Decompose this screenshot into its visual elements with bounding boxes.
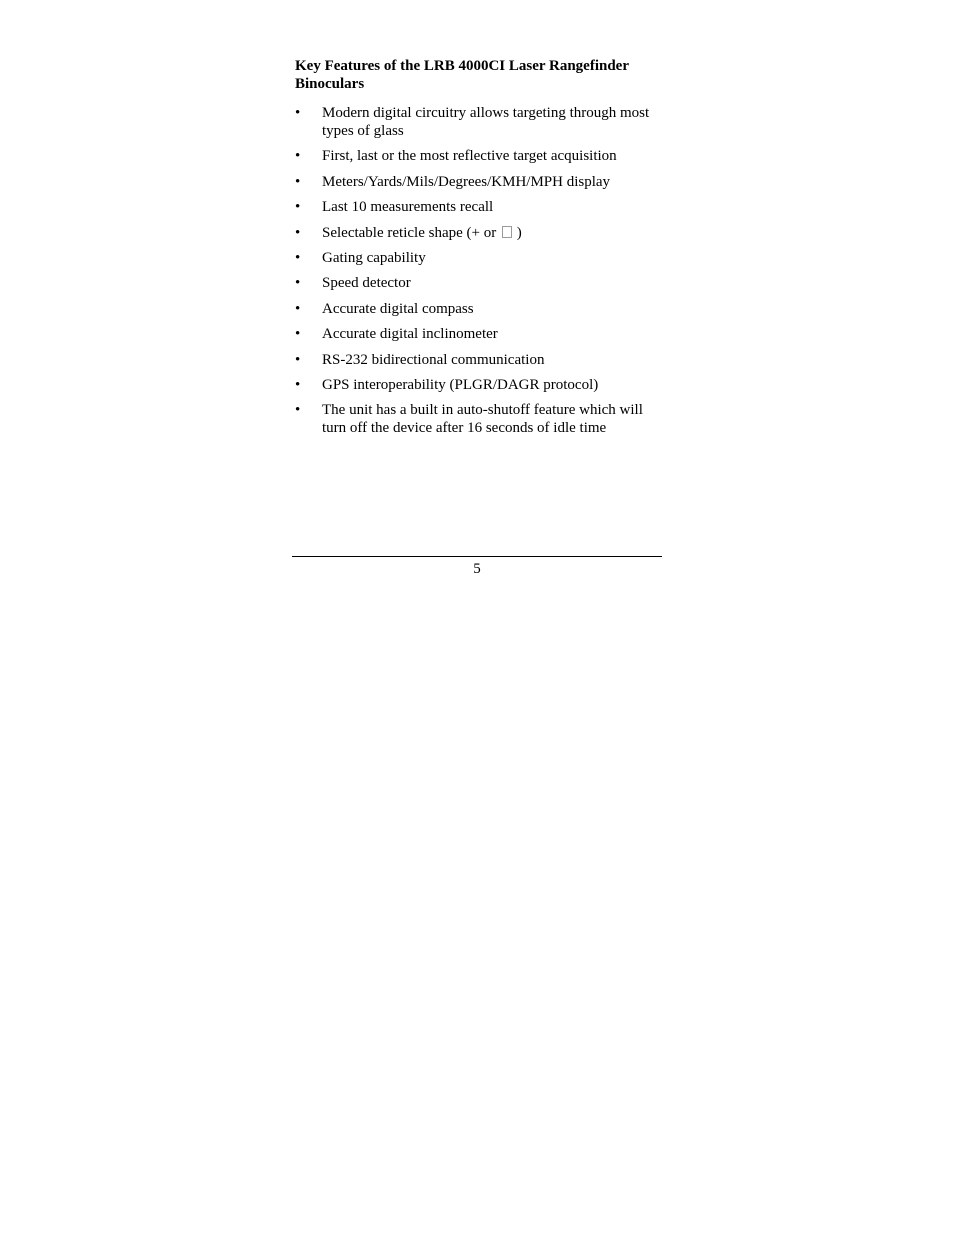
feature-text: Modern digital circuitry allows targeting through most types of glass	[322, 105, 650, 139]
bullet-icon: •	[295, 173, 301, 190]
feature-text: Meters/Yards/Mils/Degrees/KMH/MPH display	[322, 173, 611, 190]
feature-text: Accurate digital compass	[322, 300, 474, 317]
feature-item-inclinometer	[295, 325, 663, 343]
feature-item-speed	[295, 274, 663, 292]
feature-list	[295, 104, 663, 437]
feature-item-target-acquisition	[295, 147, 663, 165]
footer-divider	[292, 556, 662, 557]
feature-item-circuitry	[295, 104, 663, 140]
bullet-icon: •	[295, 148, 301, 165]
feature-item-gating	[295, 249, 663, 267]
bullet-icon: •	[295, 249, 301, 266]
bullet-icon: •	[295, 300, 301, 317]
feature-text: The unit has a built in auto-shutoff feature which will turn off the device after 16 seconds of idle time	[322, 402, 643, 437]
bullet-icon: •	[295, 199, 301, 216]
feature-text: First, last or the most reflective target acquisition	[322, 148, 617, 165]
feature-item-compass	[295, 300, 663, 318]
feature-text: Speed detector	[322, 275, 411, 292]
feature-item-gps	[295, 376, 663, 394]
missing-glyph-icon	[502, 226, 512, 238]
feature-item-reticle	[295, 224, 663, 242]
feature-text-before: Selectable reticle shape (+ or	[322, 224, 497, 241]
bullet-icon: •	[295, 224, 301, 241]
feature-text: Gating capability	[322, 249, 426, 266]
feature-text: RS-232 bidirectional communication	[322, 351, 545, 368]
bullet-icon: •	[295, 402, 301, 419]
page-number: 5	[473, 561, 481, 577]
document-page	[295, 57, 663, 445]
feature-item-display-units	[295, 173, 663, 191]
feature-item-rs232	[295, 351, 663, 369]
feature-text: Accurate digital inclinometer	[322, 326, 498, 343]
feature-item-auto-shutoff	[295, 401, 663, 437]
bullet-icon: •	[295, 105, 301, 121]
section-title: Key Features of the LRB 4000CI Laser Rangefinder Binoculars	[295, 58, 629, 92]
feature-text-after: )	[516, 224, 522, 241]
bullet-icon: •	[295, 351, 301, 368]
bullet-icon: •	[295, 376, 301, 393]
feature-item-recall	[295, 198, 663, 216]
bullet-icon: •	[295, 326, 301, 343]
feature-text: Last 10 measurements recall	[322, 199, 494, 216]
feature-text: GPS interoperability (PLGR/DAGR protocol)	[322, 376, 599, 393]
bullet-icon: •	[295, 275, 301, 292]
